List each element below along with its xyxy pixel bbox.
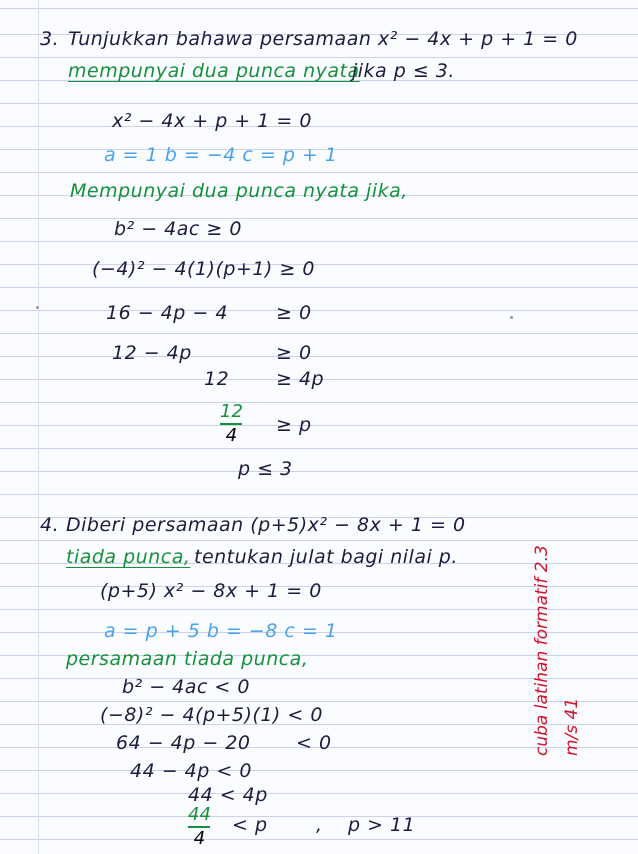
q4-step6-numerator: 44 [188, 804, 211, 825]
q3-step6-denominator: 4 [225, 425, 238, 446]
q3-coefficients: a = 1 b = −4 c = p + 1 [104, 144, 338, 166]
q3-step6-right: ≥ p [276, 414, 312, 436]
q3-question-underlined: mempunyai dua punca nyata [68, 60, 360, 82]
q3-question-line2-rest: jika p ≤ 3. [352, 60, 455, 82]
q4-number: 4. [40, 514, 60, 536]
q4-step6-comma: , [316, 814, 323, 836]
q4-step5: 44 < 4p [188, 784, 268, 806]
margin-line [38, 0, 39, 854]
q4-condition: persamaan tiada punca, [66, 648, 309, 670]
q3-step4-right: ≥ 0 [276, 342, 312, 364]
q4-final-answer: p > 11 [348, 814, 416, 836]
q3-step3-right: ≥ 0 [276, 302, 312, 324]
q3-step2: (−4)² − 4(1)(p+1) ≥ 0 [92, 258, 315, 280]
q3-equation: x² − 4x + p + 1 = 0 [112, 110, 312, 132]
side-note-line2: m/s 41 [562, 697, 582, 756]
q3-step4-left: 12 − 4p [112, 342, 192, 364]
q4-question-line1: Diberi persamaan (p+5)x² − 8x + 1 = 0 [66, 514, 466, 536]
q4-step1: b² − 4ac < 0 [122, 676, 250, 698]
q4-step6-fraction [188, 805, 211, 849]
q3-condition: Mempunyai dua punca nyata jika, [70, 180, 408, 202]
q4-step2: (−8)² − 4(p+5)(1) < 0 [100, 704, 323, 726]
q3-step5-right: ≥ 4p [276, 368, 325, 390]
side-note [462, 450, 582, 760]
q4-step4: 44 − 4p < 0 [130, 760, 252, 782]
q3-step3-left: 16 − 4p − 4 [106, 302, 228, 324]
q3-step6-numerator: 12 [220, 401, 243, 422]
q4-step3-left: 64 − 4p − 20 [116, 732, 251, 754]
q4-equation: (p+5) x² − 8x + 1 = 0 [100, 580, 322, 602]
side-note-line1: cuba latihan formatif 2.3 [532, 545, 552, 756]
q4-step3-right: < 0 [296, 732, 332, 754]
q3-step1: b² − 4ac ≥ 0 [114, 218, 242, 240]
paper-speck [510, 316, 513, 319]
q3-step5-left: 12 [204, 368, 230, 390]
q3-number: 3. [40, 28, 60, 50]
q3-step6-fraction [220, 402, 243, 446]
q4-question-underlined: tiada punca, [66, 546, 191, 568]
q4-coefficients: a = p + 5 b = −8 c = 1 [104, 620, 338, 642]
q4-question-line2-rest: tentukan julat bagi nilai p. [194, 546, 458, 568]
q3-question-line1: Tunjukkan bahawa persamaan x² − 4x + p + 1 = 0 [68, 28, 578, 50]
q3-answer: p ≤ 3 [238, 458, 293, 480]
paper-speck [36, 306, 39, 309]
q4-step6-right: < p [232, 814, 268, 836]
q4-step6-denominator: 4 [193, 828, 206, 849]
